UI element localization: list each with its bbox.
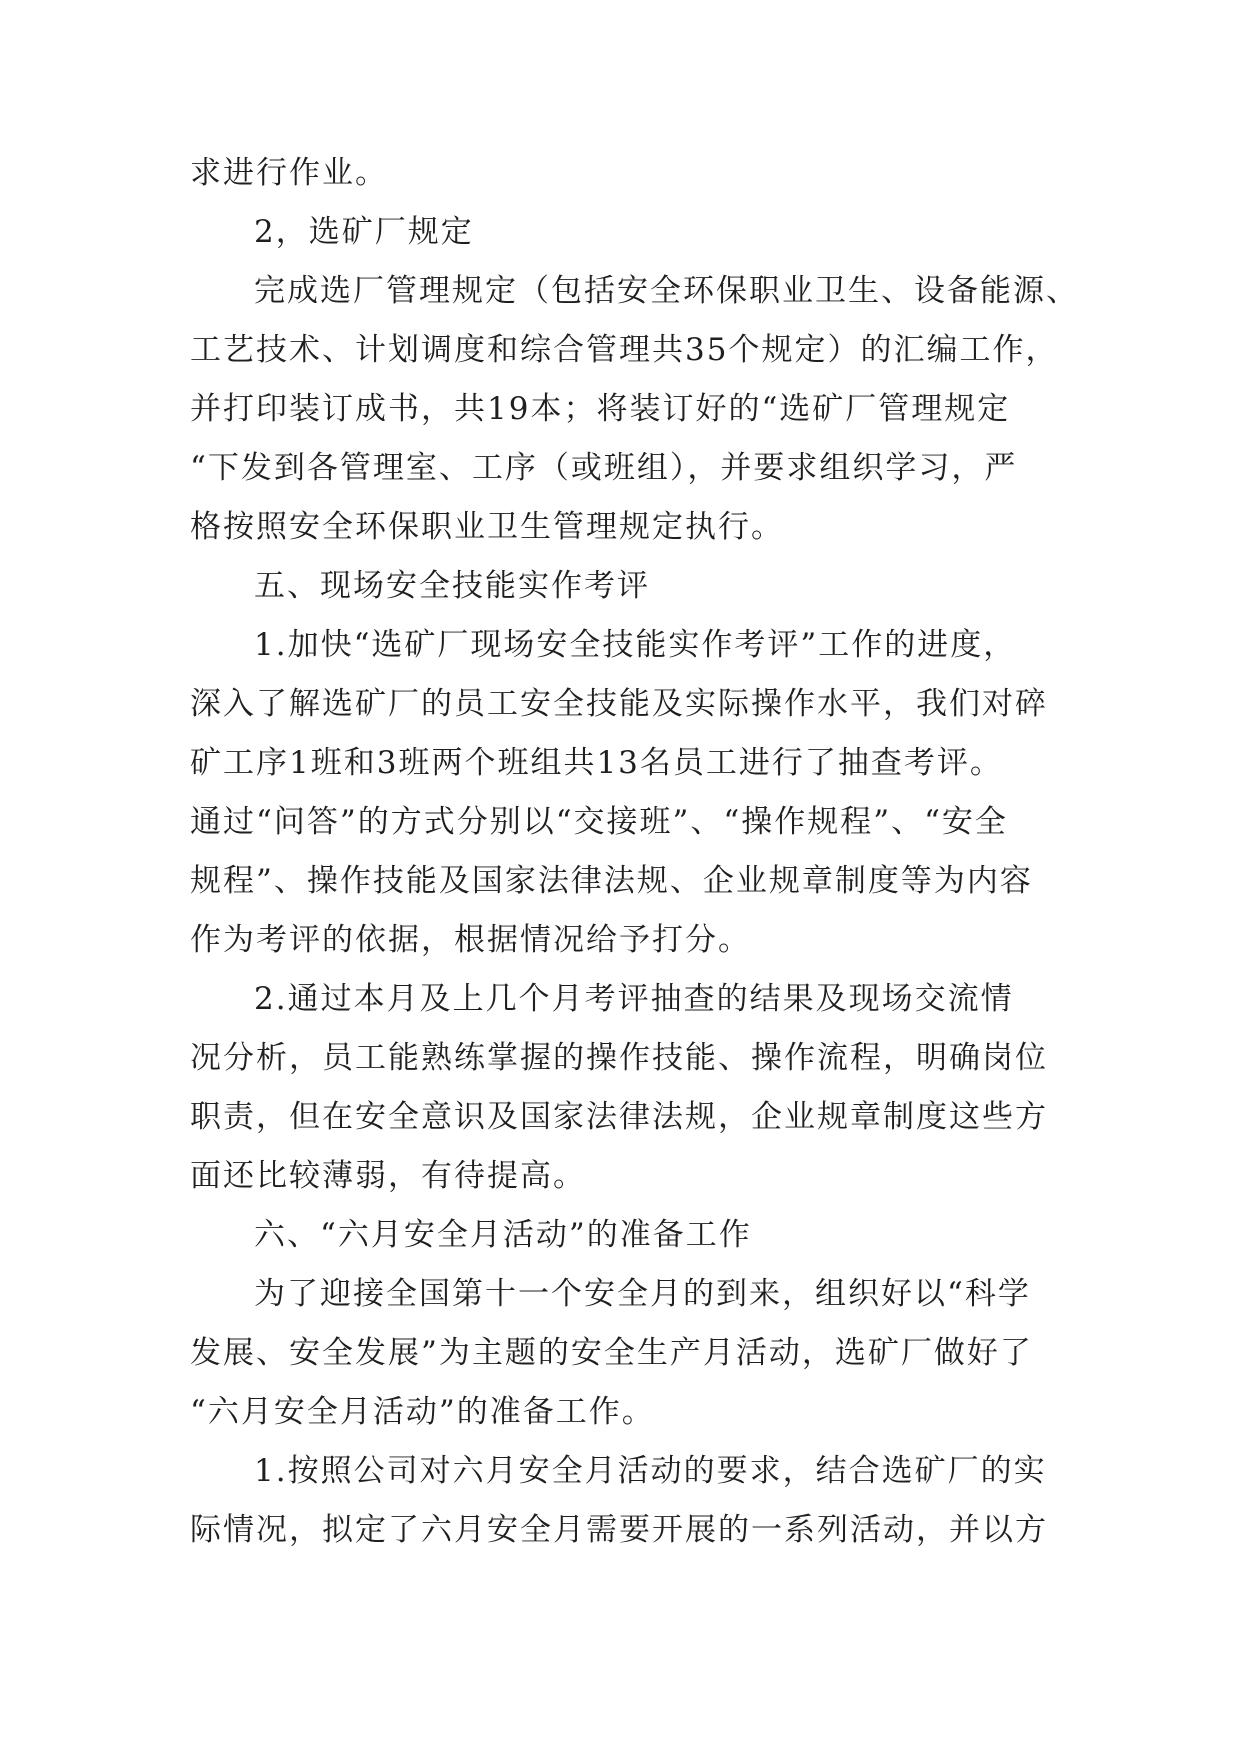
section-heading: 五、现场安全技能实作考评 <box>254 568 650 604</box>
paragraph-line: 矿工序1班和3班两个班组共13名员工进行了抽查考评。 <box>190 745 1003 781</box>
paragraph-line: 面还比较薄弱，有待提高。 <box>190 1158 586 1194</box>
paragraph-line: 完成选厂管理规定（包括安全环保职业卫生、设备能源、 <box>254 273 1079 309</box>
paragraph-line: 况分析，员工能熟练掌握的操作技能、操作流程，明确岗位 <box>190 1040 1048 1076</box>
paragraph-line: 作为考评的依据，根据情况给予打分。 <box>190 922 751 958</box>
paragraph-line: 发展、安全发展”为主题的安全生产月活动，选矿厂做好了 <box>190 1335 1033 1371</box>
paragraph-line: 际情况，拟定了六月安全月需要开展的一系列活动，并以方 <box>190 1512 1048 1548</box>
paragraph-line: “六月安全月活动”的准备工作。 <box>190 1394 655 1430</box>
paragraph-line: 格按照安全环保职业卫生管理规定执行。 <box>190 509 784 545</box>
paragraph-line: 求进行作业。 <box>190 155 388 191</box>
paragraph-line: 1.加快“选矿厂现场安全技能实作考评”工作的进度， <box>254 627 1017 663</box>
paragraph-line: 职责，但在安全意识及国家法律法规，企业规章制度这些方 <box>190 1099 1048 1135</box>
paragraph-line: “下发到各管理室、工序（或班组），并要求组织学习，严 <box>190 450 1018 486</box>
paragraph-line: 为了迎接全国第十一个安全月的到来，组织好以“科学 <box>254 1276 1031 1312</box>
section-heading: 2，选矿厂规定 <box>254 214 474 250</box>
paragraph-line: 2.通过本月及上几个月考评抽查的结果及现场交流情 <box>254 981 1014 1017</box>
paragraph-line: 工艺技术、计划调度和综合管理共35个规定）的汇编工作， <box>190 332 1059 368</box>
paragraph-line: 规程”、操作技能及国家法律法规、企业规章制度等为内容 <box>190 863 1033 899</box>
paragraph-line: 通过“问答”的方式分别以“交接班”、“操作规程”、“安全 <box>190 804 1008 840</box>
section-heading: 六、“六月安全月活动”的准备工作 <box>254 1217 752 1253</box>
paragraph-line: 深入了解选矿厂的员工安全技能及实际操作水平，我们对碎 <box>190 686 1048 722</box>
paragraph-line: 1.按照公司对六月安全月活动的要求，结合选矿厂的实 <box>254 1453 1047 1489</box>
paragraph-line: 并打印装订成书，共19本；将装订好的“选矿厂管理规定 <box>190 391 1011 427</box>
